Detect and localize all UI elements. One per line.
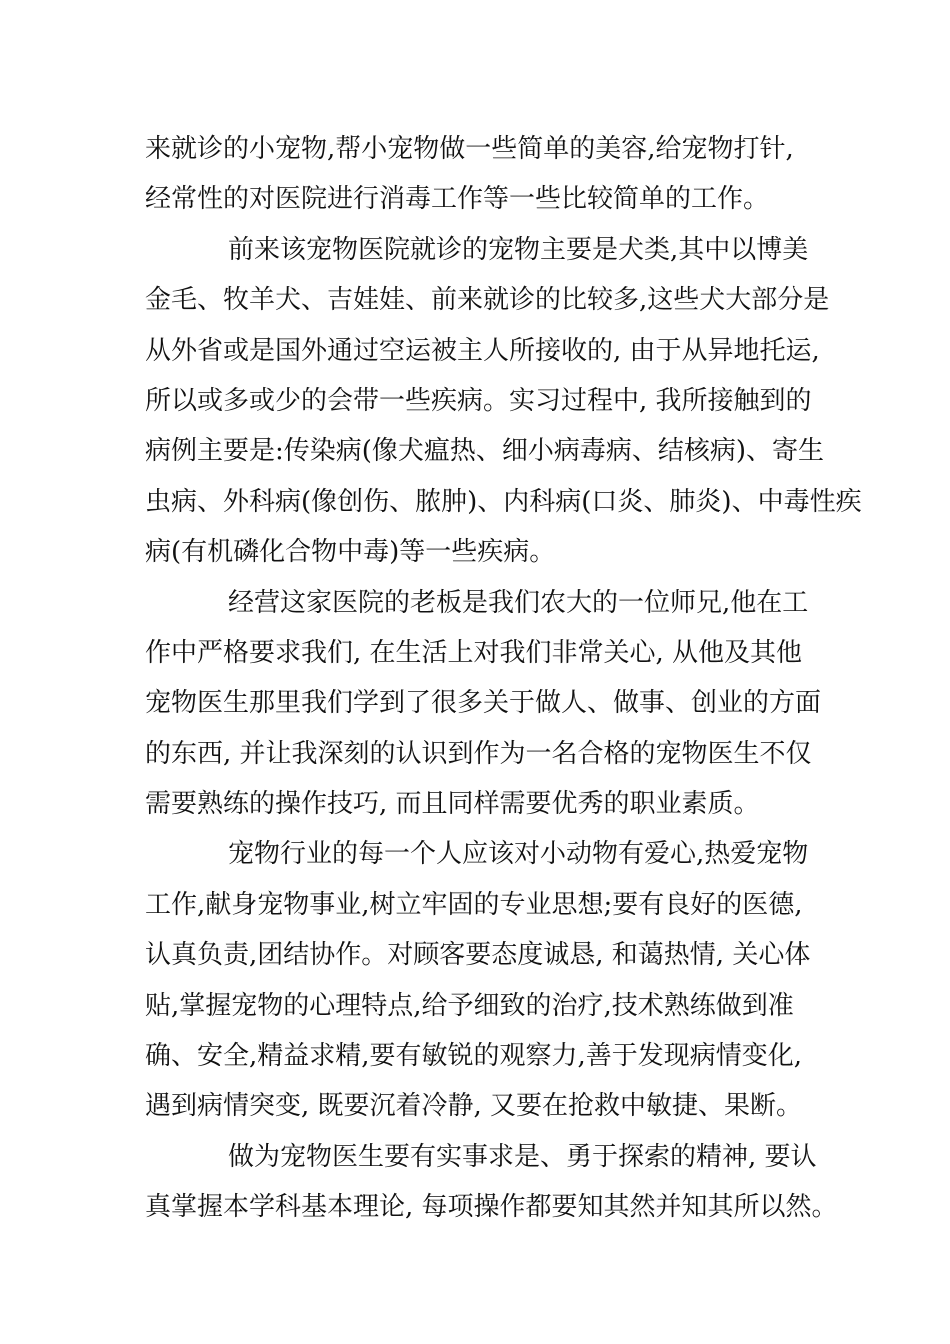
text-line: 虫病、外科病(像创伤、脓肿)、内科病(口炎、肺炎)、中毒性疾 (145, 486, 862, 517)
text-line: 经常性的对医院进行消毒工作等一些比较简单的工作。 (145, 184, 770, 215)
text-line: 需要熟练的操作技巧, 而且同样需要优秀的职业素质。 (145, 789, 760, 820)
text-line: 的东西, 并让我深刻的认识到作为一名合格的宠物医生不仅 (145, 738, 812, 769)
text-line: 病例主要是:传染病(像犬瘟热、细小病毒病、结核病)、寄生 (145, 436, 825, 467)
text-line: 所以或多或少的会带一些疾病。实习过程中, 我所接触到的 (145, 385, 812, 416)
text-line: 认真负责,团结协作。对顾客要态度诚恳, 和蔼热情, 关心体 (145, 940, 811, 971)
paragraph-first-line: 宠物行业的每一个人应该对小动物有爱心,热爱宠物 (228, 839, 809, 870)
text-line: 工作,献身宠物事业,树立牢固的专业思想;要有良好的医德, (145, 889, 803, 920)
text-line: 遇到病情突变, 既要沉着冷静, 又要在抢救中敏捷、果断。 (145, 1091, 803, 1122)
text-line: 宠物医生那里我们学到了很多关于做人、做事、创业的方面 (145, 688, 822, 719)
text-line: 来就诊的小宠物,帮小宠物做一些简单的美容,给宠物打针, (145, 134, 794, 164)
paragraph-first-line: 前来该宠物医院就诊的宠物主要是犬类,其中以博美 (228, 234, 809, 265)
text-line: 从外省或是国外通过空运被主人所接收的, 由于从异地托运, (145, 335, 820, 366)
paragraph-first-line: 经营这家医院的老板是我们农大的一位师兄,他在工 (228, 587, 809, 618)
text-line: 确、安全,精益求精,要有敏锐的观察力,善于发现病情变化, (145, 1041, 803, 1072)
document-body (145, 124, 862, 1233)
text-line: 作中严格要求我们, 在生活上对我们非常关心, 从他及其他 (145, 637, 803, 668)
text-line: 金毛、牧羊犬、吉娃娃、前来就诊的比较多,这些犬大部分是 (145, 285, 830, 316)
text-line: 真掌握本学科基本理论, 每项操作都要知其然并知其所以然。 (145, 1192, 838, 1223)
text-line: 贴,掌握宠物的心理特点,给予细致的治疗,技术熟练做到准 (145, 990, 794, 1021)
paragraph-first-line: 做为宠物医生要有实事求是、勇于探索的精神, 要认 (228, 1141, 817, 1172)
text-line: 病(有机磷化合物中毒)等一些疾病。 (145, 537, 556, 568)
